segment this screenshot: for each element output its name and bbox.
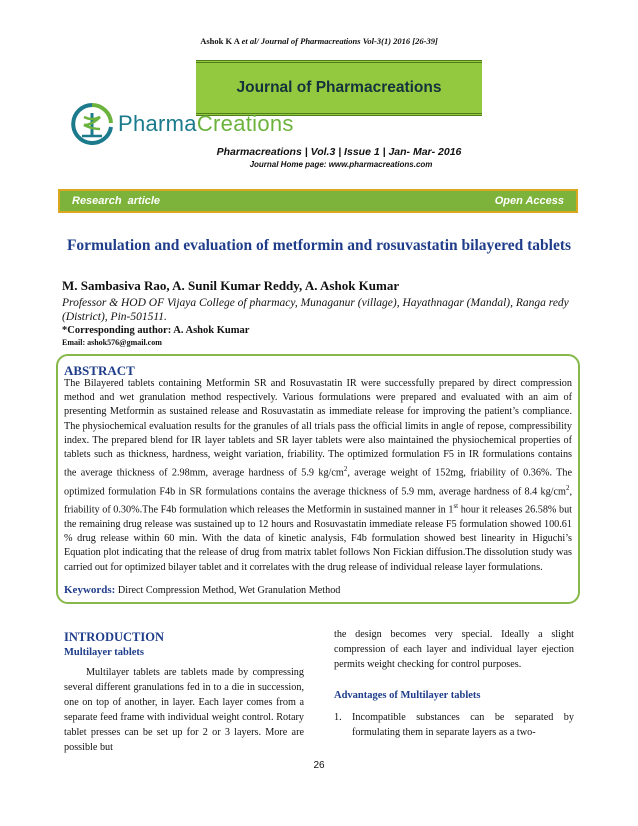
article-type-label: Research article	[72, 195, 161, 207]
issue-line: Pharmacreations | Vol.3 | Issue 1 | Jan- Mar- 2016	[216, 146, 462, 158]
advantages-list-item: 1. Incompatible substances can be separated by formulating them in separate layers as a two-	[334, 712, 574, 738]
introduction-heading: INTRODUCTION	[64, 630, 165, 644]
logo-wordmark: PharmaCreations	[118, 111, 294, 136]
abstract-heading: ABSTRACT	[64, 363, 135, 378]
intro-left-paragraph: Multilayer tablets are tablets made by compressing several different granulations fed in to a die in succession, one on top of another, in layer. Each layer comes from a separate feed frame with individual weight control. Rotary tablet presses can be set up for 2 or 3 layers. More are possible but	[64, 667, 304, 753]
abstract-text: The Bilayered tablets containing Metformin SR and Rosuvastatin IR were successfully prepared by direct compression method and wet granulation method respectively. Various formulations were prepared and evaluated with an aim of presenting Metformin as sustained release and Rosuvastatin as immediate release for improving the patient’s compliance. The physiochemical evaluation results for the granules of all trials pass the official limits in angle of repose, compressibility index. The prepared blend for IR layer tablets and SR layer tablets were also maintained the physiochemical properties of tablets such as thickness, hardness, weight variation, friability. The optimized formulation F5 in IR formulations contains the average thickness of 2.98mm, average hardness of 5.9 $kg/cm^2$, average weight of 152mg, friability of 0.36%. The optimized formulation F4b in SR formulations contains the average thickness of 5.9 mm, average hardness of 8.4 $kg/cm^2$, friability of 0.30%.The F4b formulation which releases the Metformin in sustained manner in 1st hour it releases 26.58% but the remaining drug release was sustained up to 12 hours and Rosuvastatin immediate release F5 formulation showed 100.61 % drug release within 60 min. With the data of kinetic analysis, F4b formulation showed best linearity in Higuchi’s Equation plot indicating that the release of drug from matrix tablet follows Non Fickian diffusion.The dissolution study was carried out for optimized bilayer tablet and it correlates with the drug release of individual release layer formulations.	[64, 378, 573, 573]
open-access-label: Open Access	[494, 195, 564, 207]
multilayer-tablets-heading: Multilayer tablets	[64, 647, 145, 658]
caduceus-icon	[70, 103, 114, 145]
page-number: 26	[313, 760, 325, 771]
affiliation: Professor & HOD OF Vijaya College of pharmacy, Munaganur (village), Hayathnagar (Mandal), Ranga redy (District), Pin-501511.	[62, 297, 569, 323]
author-list: M. Sambasiva Rao, A. Sunil Kumar Reddy, A. Ashok Kumar	[62, 278, 400, 293]
author-email: Email: ashok576@gmail.com	[62, 338, 162, 347]
journal-banner-title: Journal of Pharmacreations	[236, 79, 442, 96]
homepage-line: Journal Home page: www.pharmacreations.com	[249, 160, 433, 169]
article-type-bar	[58, 189, 578, 213]
article-title: Formulation and evaluation of metformin and rosuvastatin bilayered tablets	[66, 237, 572, 254]
running-head: Ashok K A et al/ Journal of Pharmacreations Vol-3(1) 2016 [26-39]	[200, 36, 438, 46]
intro-right-paragraph: the design becomes very special. Ideally a slight compression of each layer and individual layer ejection permits weight checking for control purposes.	[334, 629, 574, 670]
keywords: Keywords: Direct Compression Method, Wet Granulation Method	[64, 584, 341, 596]
journal-logo	[70, 103, 294, 145]
running-head-journal: / Journal of Pharmacreations Vol-3(1) 2016 [26-39]	[256, 36, 438, 46]
advantages-heading: Advantages of Multilayer tablets	[334, 690, 481, 701]
corresponding-author: *Corresponding author: A. Ashok Kumar	[62, 325, 250, 336]
